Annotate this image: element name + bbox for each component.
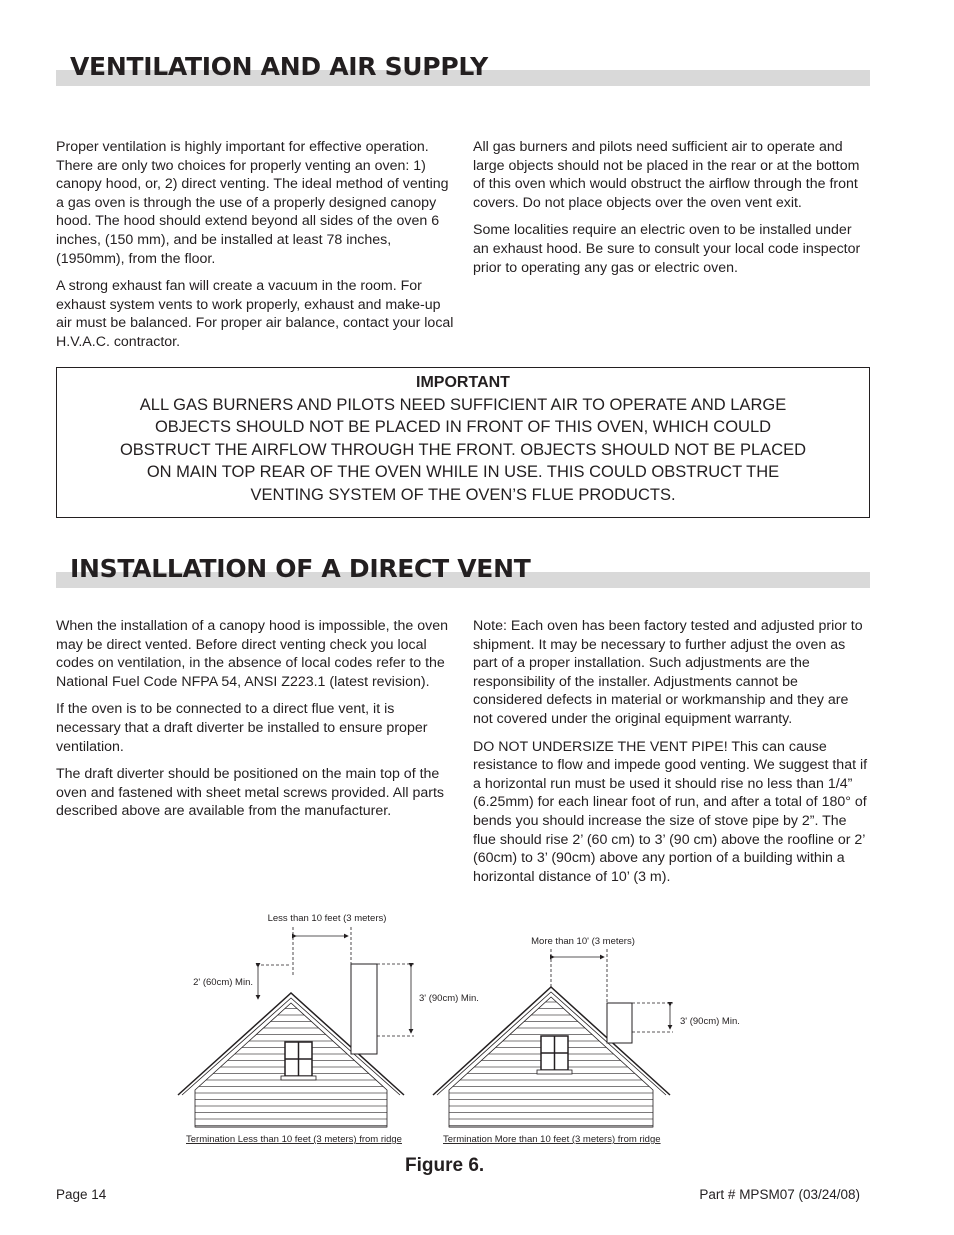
part-number: Part # MPSM07 (03/24/08)	[699, 1187, 860, 1202]
right-house	[433, 936, 740, 1145]
direct-vent-left-column	[56, 617, 448, 830]
paragraph: DO NOT UNDERSIZE THE VENT PIPE! This can cause resistance to flow and impede good venting. We suggest that if a horizontal run must be used it should rise no less than 1/4” (6.25mm) for each linear foot of run, and after a total of 180° of bends you should increase the size of stove pipe by 2”. The flue should rise 2’ (60 cm) to 3’ (90 cm) above the roofline or 2’ (60cm) to 3’ (90cm) above any portion of a building within a horizontal distance of 10’ (3 m).	[473, 738, 868, 885]
section-title-ventilation: VENTILATION AND AIR SUPPLY	[70, 52, 488, 81]
paragraph: All gas burners and pilots need sufficient air to operate and large objects should not be placed in the rear or at the bottom of this oven which would obstruct the airflow through the front covers. Do not place objects over the oven vent exit.	[473, 139, 860, 211]
ventilation-left-column	[56, 138, 456, 361]
left-right-dimension-label: 3' (90cm) Min.	[419, 993, 479, 1004]
left-house	[178, 913, 479, 1145]
vent-termination-diagram	[170, 905, 740, 1150]
paragraph: If the oven is to be connected to a direct flue vent, it is necessary that a draft diverter be installed to ensure proper ventilation.	[56, 701, 428, 755]
ventilation-right-column	[473, 138, 869, 286]
important-notice-box	[56, 367, 870, 518]
left-top-dimension-label: Less than 10 feet (3 meters)	[267, 913, 387, 924]
paragraph: Proper ventilation is highly important for effective operation. There are only two choices for properly venting an oven: 1) canopy hood, or, 2) direct venting. The ideal method of venting a gas oven is through the use of a properly designed canopy hood. The hood should extend beyond all sides of the oven 6 inches, (150 mm), and be installed at least 78 inches, (1950mm), from the floor.	[56, 139, 449, 267]
important-heading: IMPORTANT	[416, 374, 510, 391]
direct-vent-right-column	[473, 617, 869, 895]
right-top-dimension-label: More than 10' (3 meters)	[531, 936, 635, 947]
paragraph: Note: Each oven has been factory tested and adjusted prior to shipment. It may be necessary to further adjust the oven as part of a proper installation. Such adjustments are the responsibility of the installer. Adjustments cannot be considered defects in material or workmanship and they are not covered under the original equipment warranty.	[473, 618, 863, 727]
paragraph: When the installation of a canopy hood is impossible, the oven may be direct vented. Before direct venting check you local codes on ventilation, in the absence of local codes refer to the National Fuel Code NFPA 54, ANSI Z223.1 (latest revision).	[56, 618, 448, 690]
left-min-dimension-label: 2' (60cm) Min.	[193, 977, 253, 988]
right-right-dimension-label: 3' (90cm) Min.	[680, 1016, 740, 1027]
paragraph: Some localities require an electric oven to be installed under an exhaust hood. Be sure to consult your local code inspector prior to operating any gas or electric oven.	[473, 222, 861, 276]
left-house-chimney	[351, 964, 377, 1054]
section-title-direct-vent: INSTALLATION OF A DIRECT VENT	[70, 554, 531, 583]
paragraph: A strong exhaust fan will create a vacuum in the room. For exhaust system vents to work properly, exhaust and make-up air must be balanced. For proper air balance, contact your local H.V.A.C. contractor.	[56, 278, 454, 350]
left-house-caption: Termination Less than 10 feet (3 meters) from ridge	[186, 1134, 402, 1145]
figure-label: Figure 6.	[405, 1155, 485, 1176]
right-house-caption: Termination More than 10 feet (3 meters) from ridge	[443, 1134, 661, 1145]
important-body: ALL GAS BURNERS AND PILOTS NEED SUFFICIENT AIR TO OPERATE AND LARGE OBJECTS SHOULD NOT BE PLACED IN FRONT OF THIS OVEN, WHICH COULD OBSTRUCT THE AIRFLOW THROUGH THE FRONT. OBJECTS SHOULD NOT BE PLACED ON MAIN TOP REAR OF THE OVEN WHILE IN USE. THIS COULD OBSTRUCT THE VENTING SYSTEM OF THE OVEN’S FLUE PRODUCTS.	[119, 396, 807, 504]
page-number: Page 14	[56, 1187, 107, 1202]
paragraph: The draft diverter should be positioned on the main top of the oven and fastened with sheet metal screws provided. All parts described above are available from the manufacturer.	[56, 766, 445, 820]
right-house-chimney	[607, 1003, 632, 1043]
